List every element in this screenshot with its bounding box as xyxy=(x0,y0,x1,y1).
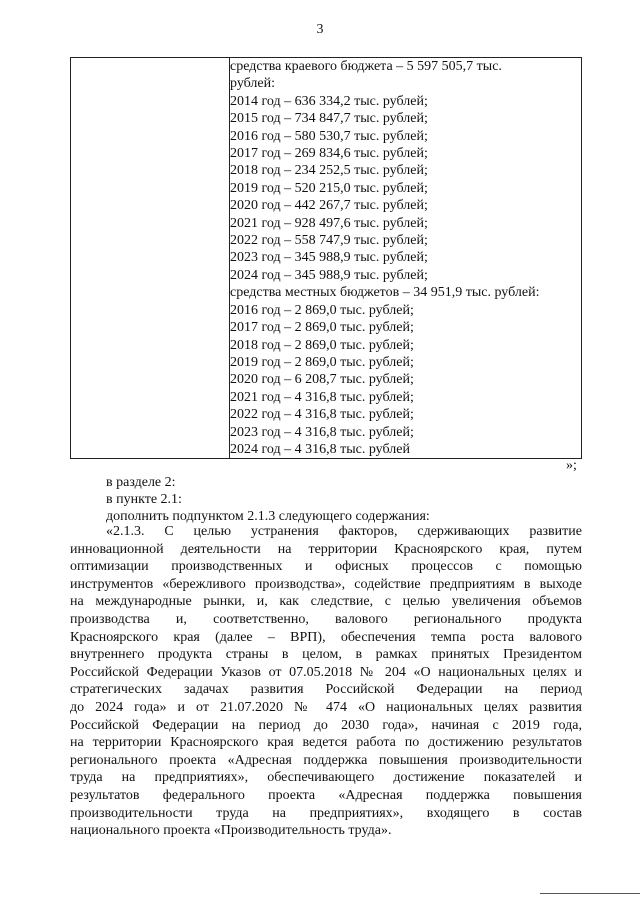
funding-line: 2024 год – 345 988,9 тыс. рублей; xyxy=(230,267,428,283)
body-line: труда на предприятиях», обеспечивающего достижение показателей и xyxy=(70,770,582,786)
body-line: инструментов «бережливого производства», содействие предприятиям в выходе xyxy=(70,576,582,592)
body-line: инновационной деятельности на территории Красноярского края, путем xyxy=(70,541,582,557)
funding-line: 2015 год – 734 847,7 тыс. рублей; xyxy=(230,111,428,127)
instruction-section: в разделе 2: xyxy=(106,475,176,490)
table-right-cell xyxy=(230,58,582,459)
subclause-text xyxy=(70,523,582,840)
page-number: 3 xyxy=(316,22,324,37)
body-line: регионального проекта «Адресная поддержка повышения производительности xyxy=(70,752,582,768)
closing-quote-mark: »; xyxy=(566,458,577,473)
body-line: на территории Красноярского края ведется работа по достижению результатов xyxy=(70,735,582,751)
body-line: оптимизации производственных и офисных процессов с помощью xyxy=(70,559,582,575)
body-line: до 2024 года» и от 21.07.2020 № 474 «О национальных целях развития xyxy=(70,699,582,715)
body-line: результатов федерального проекта «Адресная поддержка повышения xyxy=(70,787,582,803)
budget-table xyxy=(70,57,582,459)
funding-line: средства местных бюджетов – 34 951,9 тыс. рублей: xyxy=(230,285,540,301)
funding-line: 2016 год – 580 530,7 тыс. рублей; xyxy=(230,128,428,144)
funding-line: 2023 год – 4 316,8 тыс. рублей; xyxy=(230,424,414,440)
funding-line: 2019 год – 2 869,0 тыс. рублей; xyxy=(230,354,414,370)
body-line: производства и, соответственно, валового регионального продукта xyxy=(70,611,582,627)
funding-line: 2020 год – 442 267,7 тыс. рублей; xyxy=(230,198,428,214)
funding-line: 2021 год – 928 497,6 тыс. рублей; xyxy=(230,215,428,231)
funding-line: 2016 год – 2 869,0 тыс. рублей; xyxy=(230,302,414,318)
body-line: Красноярского края (далее – ВРП), обеспечения темпа роста валового xyxy=(70,629,582,645)
body-line: стратегических задачах развития Российской Федерации на период xyxy=(70,682,582,698)
instruction-addition: дополнить подпунктом 2.1.3 следующего содержания: xyxy=(106,509,430,524)
body-line: Российской Федерации на период до 2030 года», начиная с 2019 года, xyxy=(70,717,582,733)
body-line: на международные рынки, и, как следствие, с целью увеличения объемов xyxy=(70,594,582,610)
funding-line: 2022 год – 558 747,9 тыс. рублей; xyxy=(230,233,428,249)
funding-line: 2018 год – 2 869,0 тыс. рублей; xyxy=(230,337,414,353)
funding-line: 2014 год – 636 334,2 тыс. рублей; xyxy=(230,93,428,109)
funding-line: 2023 год – 345 988,9 тыс. рублей; xyxy=(230,250,428,266)
funding-line: рублей: xyxy=(230,76,275,92)
funding-line: 2022 год – 4 316,8 тыс. рублей; xyxy=(230,407,414,423)
scan-edge-line xyxy=(540,893,640,894)
funding-line: 2021 год – 4 316,8 тыс. рублей; xyxy=(230,389,414,405)
body-line: внутреннего продукта страны в целом, в рамках принятых Президентом xyxy=(70,647,582,663)
body-line: национального проекта «Производительность труда». xyxy=(70,823,392,839)
instruction-point: в пункте 2.1: xyxy=(106,492,182,507)
funding-line: 2024 год – 4 316,8 тыс. рублей xyxy=(230,441,410,457)
table-row xyxy=(71,58,582,459)
body-line: производительности труда на предприятиях», входящего в состав xyxy=(70,805,582,821)
body-line: «2.1.3. С целью устранения факторов, сдерживающих развитие xyxy=(106,524,582,539)
funding-line: 2019 год – 520 215,0 тыс. рублей; xyxy=(230,180,428,196)
funding-line: 2020 год – 6 208,7 тыс. рублей; xyxy=(230,372,414,388)
funding-line: 2017 год – 269 834,6 тыс. рублей; xyxy=(230,146,428,162)
funding-line: 2018 год – 234 252,5 тыс. рублей; xyxy=(230,163,428,179)
funding-line: 2017 год – 2 869,0 тыс. рублей; xyxy=(230,320,414,336)
table-left-cell xyxy=(71,58,230,459)
body-line: Российской Федерации Указов от 07.05.2018 № 204 «О национальных целях и xyxy=(70,664,582,680)
funding-line: средства краевого бюджета – 5 597 505,7 тыс. xyxy=(230,59,502,74)
